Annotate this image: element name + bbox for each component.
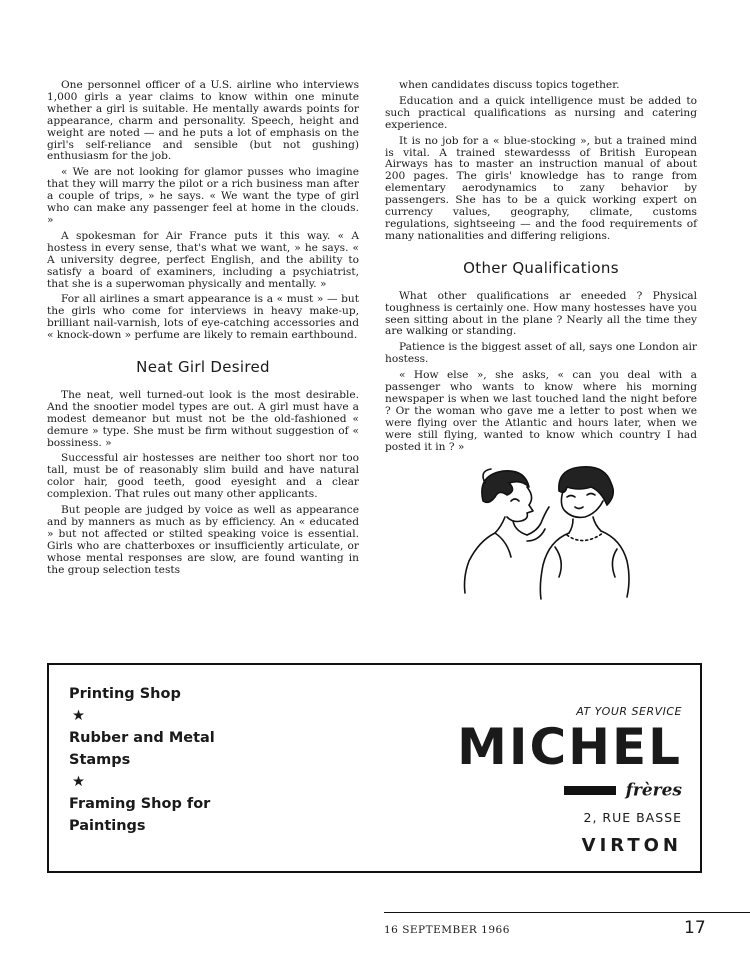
article-paragraph: « How else », she asks, « can you deal with a passenger who wants to know where his morning newspaper is when we last touched land the night before ? Or the woman who gave me a letter to post when we were flying over the Atlantic and hours later, when we were still flying, wanted to know which country I had posted it in ? » — [385, 369, 697, 453]
two-hostesses-illustration — [455, 461, 633, 601]
article-paragraph: But people are judged by voice as well as appearance and by manners as much as by efficiency. An « educated » but not affected or stilted speaking voice is essential. Girls who are chatterboxes or insufficiently articulate, or whose mental responses are slow, are found wanting in the group selection tests — [47, 504, 359, 576]
ad-freres: frères — [625, 780, 682, 801]
article-paragraph: Successful air hostesses are neither too short nor too tall, must be of reasonably slim build and have natural color hair, good teeth, good eyesight and a clear complexion. That rules out many other applicants. — [47, 452, 359, 501]
ad-bar-decoration — [564, 786, 616, 795]
article-paragraph: Patience is the biggest asset of all, says one London air hostess. — [385, 341, 697, 366]
section-heading-other-qualifications: Other Qualifications — [463, 258, 619, 277]
section-heading-neat-girl: Neat Girl Desired — [136, 358, 270, 377]
article-paragraph: Education and a quick intelligence must be added to such practical qualifications as nursing and catering experience. — [385, 94, 697, 131]
ad-services-list — [69, 683, 239, 837]
article-right-column — [385, 80, 697, 601]
article-paragraph: The neat, well turned-out look is the most desirable. And the snootier model types are out. A girl must have a modest demeanor but must not be the old-fashioned « demure » type. She must be firm without suggestion of « bossiness. » — [47, 388, 359, 449]
article-paragraph: « We are not looking for glamor pusses who imagine that they will marry the pilot or a rich business man after a couple of trips, » he says. « We want the type of girl who can make any passenger feel at home in the clouds. » — [47, 166, 359, 226]
article-paragraph: For all airlines a smart appearance is a « must » — but the girls who come for interviews in heavy make-up, brilliant nail-varnish, lots of eye-catching accessories and « knock-down » perfume are likely to remain earthbound. — [47, 293, 359, 342]
footer-date: 16 SEPTEMBER 1966 — [384, 924, 510, 936]
star-icon: ★ — [72, 774, 85, 790]
article-paragraph: It is no job for a « blue-stocking », but a trained mind is vital. A trained stewardesss of British European Airways has to master an instruction manual of about 200 pages. The girls' knowledge has to range from elementary aerodynamics to zany behavior by passengers. She has to be a quick working expert on currency values, geography, climate, customs regulations, sightseeing — and the food requirements of many nationalities and differing religions. — [385, 134, 697, 242]
ad-brand-name: MICHEL — [457, 718, 682, 776]
footer-rule — [384, 912, 750, 913]
ad-freres-row — [372, 780, 682, 804]
star-icon: ★ — [72, 708, 85, 724]
article-paragraph: What other qualifications ar eneeded ? Physical toughness is certainly one. How many hostesses have you seen sitting about in the plane ? Nearly all the time they are walking or standing. — [385, 289, 697, 338]
page-number: 17 — [684, 918, 706, 938]
article-left-column — [47, 80, 359, 581]
ad-service-item: Framing Shop for Paintings — [69, 796, 211, 834]
article-paragraph: A spokesman for Air France puts it this way. « A hostess in every sense, that's what we want, » he says. « A university degree, perfect English, and the ability to satisfy a board of examiners, including a psychiatrist, that she is a superwoman physically and mentally. » — [47, 229, 359, 290]
ad-tagline: AT YOUR SERVICE — [576, 705, 682, 718]
article-paragraph: One personnel officer of a U.S. airline who interviews 1,000 girls a year claims to know within one minute whether a girl is suitable. He mentally awards points for appearance, charm and personality. Speech, height and weight are noted — and he puts a lot of emphasis on the girl's self-reliance and sensible (but not gushing) enthusiasm for the job. — [47, 79, 359, 163]
article-paragraph: when candidates discuss topics together. — [399, 79, 620, 91]
michel-advertisement — [47, 663, 702, 873]
ad-address: 2, RUE BASSE — [583, 810, 682, 825]
ad-service-item: Printing Shop — [69, 686, 181, 702]
ad-city: VIRTON — [581, 835, 682, 856]
ad-service-item: Rubber and Metal Stamps — [69, 730, 215, 768]
ad-brand-block — [372, 705, 682, 856]
